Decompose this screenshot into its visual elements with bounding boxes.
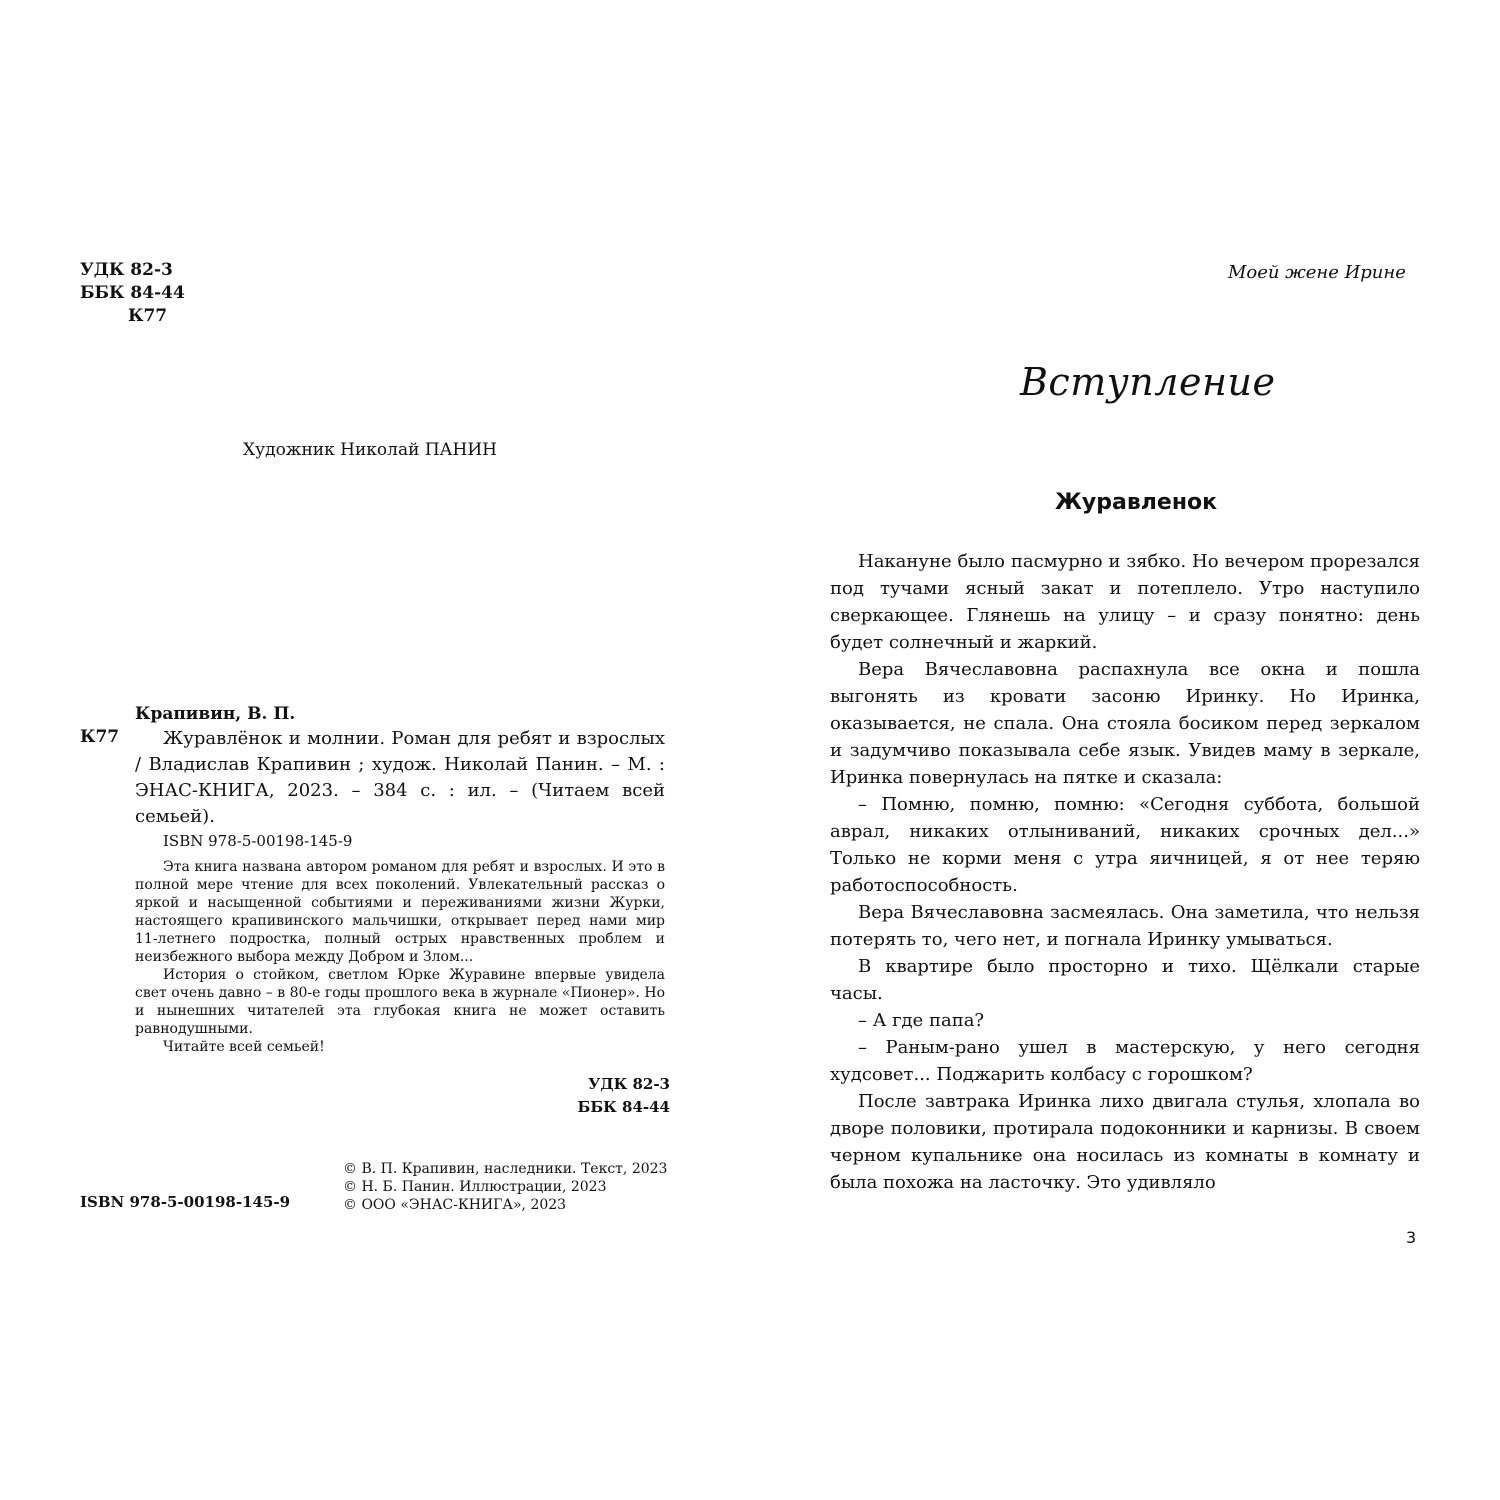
body-paragraph: Вера Вячеславовна распахнула все окна и пошла выгонять из кровати засоню Иринку. Но Иринка, оказывается, не спала. Она стояла босиком перед зеркалом и задумчиво показывала себе язык. Увидев маму в зеркале, Иринка повернулась на пятке и сказала: xyxy=(830,659,1420,788)
catalog-author-heading: Крапивин, В. П. xyxy=(135,704,296,724)
catalog-codes xyxy=(560,1073,670,1119)
annotation-paragraph: Эта книга названа автором романом для ребят и взрослых. И это в полной мере чтение для всех поколений. Увлекательный рассказ о яркой и насыщенной событиями и переживаниями жизни Журки, настоящего крапивинского мальчишки, открывает перед нами мир 11-летнего подростка, полный острых нравственных проблем и неизбежного выбора между Добром и Злом... xyxy=(135,859,665,965)
page-number: 3 xyxy=(1406,1228,1417,1247)
catalog-description: Журавлёнок и молнии. Роман для ребят и взрослых / Владислав Крапивин ; худож. Николай Панин. – М. : ЭНАС-КНИГА, 2023. – 384 с. : ил. – (Читаем всей семьей). xyxy=(135,728,665,827)
isbn-bottom: ISBN 978-5-00198-145-9 xyxy=(80,1193,291,1211)
section-title: Вступление xyxy=(1020,360,1276,404)
copyright-line: © В. П. Крапивин, наследники. Текст, 2023 xyxy=(343,1161,668,1177)
chapter-title: Журавленок xyxy=(1055,490,1218,515)
copyright-line: © ООО «ЭНАС-КНИГА», 2023 xyxy=(343,1197,567,1213)
catalog-author-mark: К77 xyxy=(80,727,120,747)
annotation-paragraph: Читайте всей семьей! xyxy=(163,1039,325,1055)
chapter-body xyxy=(830,548,1420,1196)
body-paragraph: После завтрака Иринка лихо двигала стулья, хлопала во дворе половики, протирала подоконники и карнизы. В своем черном купальнике она носилась из комнаты в комнату и была похожа на ласточку. Это удивляло xyxy=(830,1091,1420,1193)
copyright-line: © Н. Б. Панин. Иллюстрации, 2023 xyxy=(343,1179,607,1195)
body-paragraph: – Раным-рано ушел в мастерскую, у него сегодня худсовет... Поджарить колбасу с горошком? xyxy=(830,1037,1420,1085)
body-paragraph: Накануне было пасмурно и зябко. Но вечером прорезался под тучами ясный закат и потеплело. Утро наступило сверкающее. Глянешь на улицу – и сразу понятно: день будет солнечный и жаркий. xyxy=(830,551,1420,653)
udk-code: УДК 82-3 xyxy=(80,260,173,280)
classification-codes xyxy=(80,259,185,328)
artist-credit: Художник Николай ПАНИН xyxy=(243,440,497,460)
catalog-udk: УДК 82-3 xyxy=(588,1075,670,1093)
body-paragraph: В квартире было просторно и тихо. Щёлкали старые часы. xyxy=(830,956,1420,1004)
annotation-paragraph: История о стойком, светлом Юрке Журавине впервые увидела свет очень давно – в 80-е годы прошлого века в журнале «Пионер». Но и нынешних читателей эта глубокая книга не может оставить равнодушными. xyxy=(135,967,665,1037)
bbk-code: ББК 84-44 xyxy=(80,283,185,303)
body-paragraph: – А где папа? xyxy=(858,1010,985,1031)
body-paragraph: Вера Вячеславовна засмеялась. Она заметила, что нельзя потерять то, чего нет, и погнала Иринку умываться. xyxy=(830,902,1420,950)
author-mark: К77 xyxy=(128,306,168,326)
dedication: Моей жене Ирине xyxy=(1228,262,1406,283)
catalog-bbk: ББК 84-44 xyxy=(577,1098,670,1116)
annotation xyxy=(135,858,665,1056)
body-paragraph: – Помню, помню, помню: «Сегодня суббота, большой аврал, никаких отлыниваний, никаких срочных дел...» Только не корми меня с утра яичницей, я от нее теряю работоспособность. xyxy=(830,794,1420,896)
copyright-block xyxy=(343,1160,667,1214)
catalog-isbn: ISBN 978-5-00198-145-9 xyxy=(163,832,353,850)
